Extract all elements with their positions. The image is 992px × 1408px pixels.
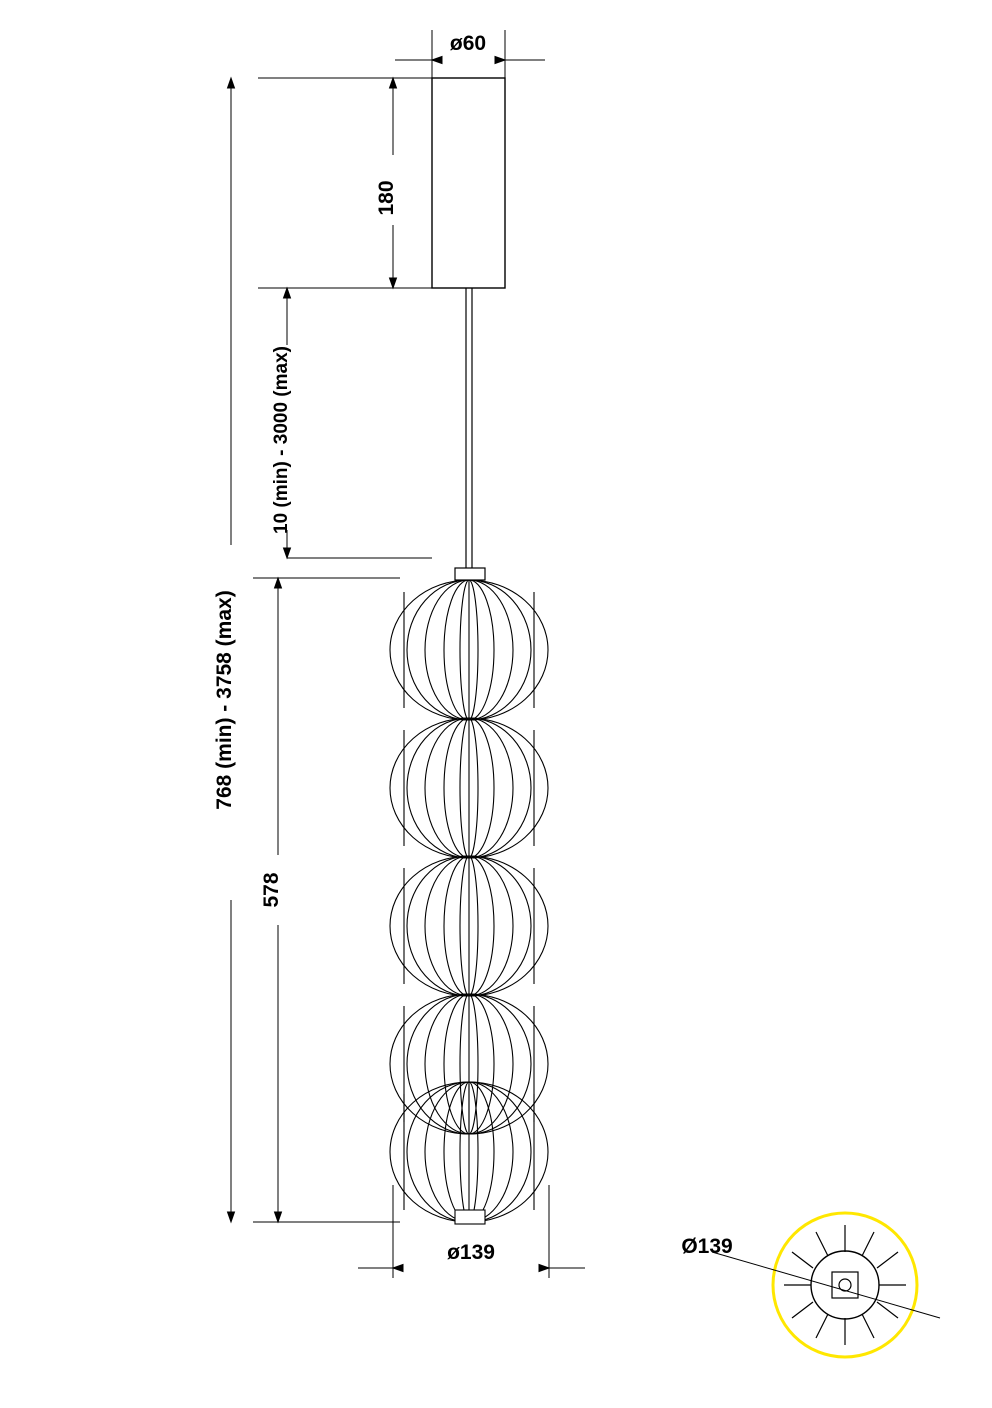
dim-overall-range: 768 (min) - 3758 (max) xyxy=(213,590,236,810)
ceiling-canopy xyxy=(432,78,505,288)
arrow-overall-top xyxy=(228,78,235,88)
bead-3 xyxy=(390,856,548,996)
arrow-dia-right xyxy=(539,1265,549,1272)
arrow-180-bottom xyxy=(390,278,397,288)
arrow-cable-top xyxy=(284,288,291,298)
top-view-inner-circle xyxy=(811,1251,879,1319)
top-view-center-square xyxy=(832,1272,858,1298)
cable-group xyxy=(455,288,485,580)
arrow-canopy-dia-right xyxy=(495,57,505,64)
shade-stack-group xyxy=(390,580,548,1224)
arrow-dia-left xyxy=(393,1265,403,1272)
bead-1 xyxy=(390,580,548,720)
dim-shade-diameter: ø139 xyxy=(447,1241,495,1264)
cable-connector xyxy=(455,568,485,580)
bottom-cap xyxy=(455,1210,485,1224)
canopy-group xyxy=(432,78,505,288)
bead-5 xyxy=(390,1082,548,1222)
dim-top-view-diameter: Ø139 xyxy=(681,1235,733,1258)
bead-2 xyxy=(390,718,548,858)
dim-cable-range: 10 (min) - 3000 (max) xyxy=(271,346,292,534)
arrow-180-top xyxy=(390,78,397,88)
arrow-578-bottom xyxy=(275,1212,282,1222)
arrow-578-top xyxy=(275,578,282,588)
arrow-overall-bottom xyxy=(228,1212,235,1222)
dim-canopy-diameter: ø60 xyxy=(449,32,487,55)
top-view-spokes xyxy=(784,1225,906,1345)
arrow-canopy-dia-left xyxy=(432,57,442,64)
top-view-group xyxy=(712,1213,940,1357)
dim-shade-height: 578 xyxy=(260,872,283,908)
dim-canopy-height: 180 xyxy=(375,180,398,216)
arrow-cable-bottom xyxy=(284,548,291,558)
